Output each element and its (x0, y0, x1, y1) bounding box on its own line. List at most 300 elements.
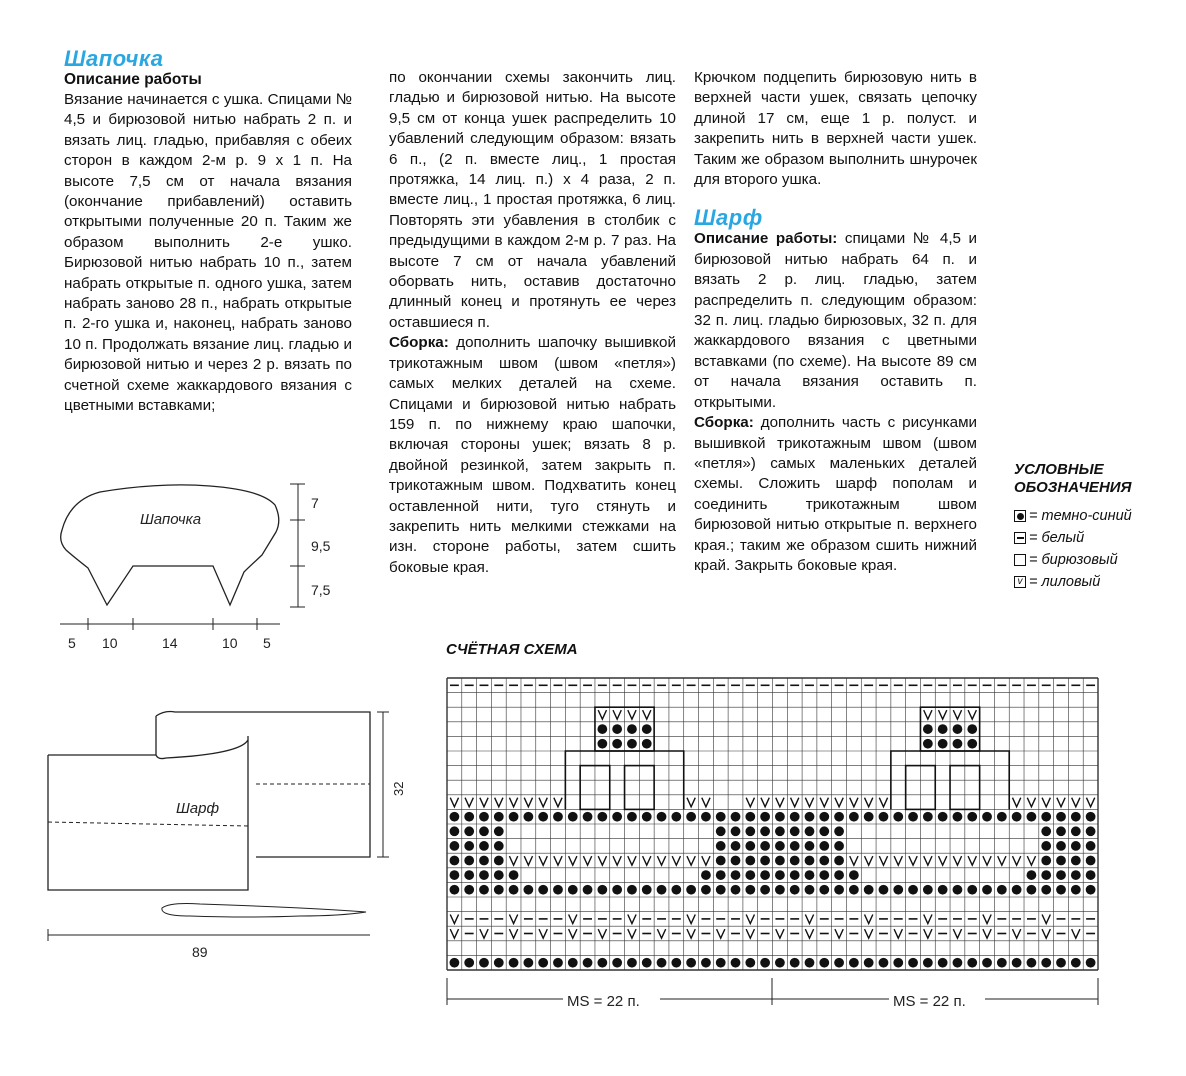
chart-dot (1041, 885, 1051, 895)
chart-dot (464, 870, 474, 880)
chart-dot (731, 856, 741, 866)
chart-dot (597, 739, 607, 749)
chart-dot (1071, 826, 1081, 836)
legend-label: = бирюзовый (1029, 552, 1118, 568)
scarf-length: 89 (192, 944, 208, 960)
chart-dot (1012, 812, 1022, 822)
legend-label: = лиловый (1029, 574, 1101, 590)
chart-dot (1027, 885, 1037, 895)
chart-dot (538, 958, 548, 968)
chart-dot (523, 958, 533, 968)
chart-dot (834, 812, 844, 822)
chart-dot (760, 885, 770, 895)
chart-v (983, 856, 991, 865)
chart-v (569, 915, 577, 924)
chart-v (524, 798, 532, 807)
chart-v (1012, 798, 1020, 807)
chart-v (998, 856, 1006, 865)
chart-v (613, 856, 621, 865)
chart-dot (864, 812, 874, 822)
chart-dot (790, 841, 800, 851)
chart-dot (834, 826, 844, 836)
chart-dot (464, 841, 474, 851)
chart-dot (494, 812, 504, 822)
chart-dot (834, 958, 844, 968)
scarf-description (694, 229, 977, 413)
chart-v (805, 915, 813, 924)
chart-dot (967, 739, 977, 749)
chart-dot (671, 812, 681, 822)
chart-dot (686, 812, 696, 822)
chart-dot (642, 958, 652, 968)
chart-dot (938, 958, 948, 968)
chart-dot (834, 885, 844, 895)
chart-v (613, 710, 621, 719)
chart-dot (657, 958, 667, 968)
chart-dot (819, 870, 829, 880)
counting-chart (440, 670, 1100, 1050)
chart-v (1012, 856, 1020, 865)
chart-dot (790, 826, 800, 836)
chart-dot (790, 812, 800, 822)
repeat-label-1: MS = 22 п. (567, 993, 640, 1010)
chart-dot (1041, 856, 1051, 866)
scarf-fold (156, 716, 248, 759)
chart-dot (597, 724, 607, 734)
chart-v (924, 710, 932, 719)
chart-dot (849, 812, 859, 822)
chart-v (569, 856, 577, 865)
chart-dot (790, 870, 800, 880)
chart-v (1086, 798, 1094, 807)
chart-v (924, 929, 932, 938)
chart-dot (583, 958, 593, 968)
chart-dot (494, 885, 504, 895)
chart-dot (819, 812, 829, 822)
chart-dot (745, 812, 755, 822)
chart-dot (627, 812, 637, 822)
chart-dot (671, 885, 681, 895)
chart-dot (790, 856, 800, 866)
hat-outline (61, 485, 279, 605)
chart-dot (953, 812, 963, 822)
chart-dot (553, 812, 563, 822)
chart-dot (760, 958, 770, 968)
legend-title (1014, 461, 1132, 497)
chart-dot (1056, 841, 1066, 851)
chart-dot (494, 826, 504, 836)
chart-dot (775, 856, 785, 866)
chart-dot (612, 958, 622, 968)
legend-item-navy (1014, 505, 1132, 527)
chart-dot (716, 885, 726, 895)
chart-dot (509, 812, 519, 822)
chart-dot (509, 885, 519, 895)
chart-dot (1071, 885, 1081, 895)
chart-dot (479, 812, 489, 822)
chart-v (687, 929, 695, 938)
chart-v (465, 798, 473, 807)
chart-dot (642, 885, 652, 895)
chart-dot (1041, 870, 1051, 880)
chart-v (865, 798, 873, 807)
chart-v (1042, 915, 1050, 924)
chart-dot (997, 885, 1007, 895)
chart-v (569, 929, 577, 938)
chart-dot (731, 841, 741, 851)
chart-v (865, 856, 873, 865)
chart-dot (1071, 812, 1081, 822)
chart-dot (908, 812, 918, 822)
chart-dot (819, 826, 829, 836)
chart-v (509, 929, 517, 938)
chart-dot (745, 958, 755, 968)
chart-v (628, 856, 636, 865)
chart-v (1012, 929, 1020, 938)
hat-height-1: 7 (311, 495, 319, 511)
chart-dot (967, 724, 977, 734)
chart-dot (1041, 826, 1051, 836)
chart-v (450, 929, 458, 938)
chart-dot (1071, 856, 1081, 866)
chart-dot (790, 885, 800, 895)
chart-v (776, 798, 784, 807)
chart-v (687, 798, 695, 807)
chart-v (835, 929, 843, 938)
chart-v (894, 929, 902, 938)
chart-dot (819, 885, 829, 895)
chart-dot (450, 856, 460, 866)
chart-dot (494, 856, 504, 866)
chart-dot (568, 812, 578, 822)
chart-dot (1056, 856, 1066, 866)
hat-width-2: 10 (102, 635, 118, 651)
chart-dot (612, 812, 622, 822)
chart-dot (583, 885, 593, 895)
chart-dot (731, 870, 741, 880)
chart-dot (938, 885, 948, 895)
legend-label: = темно-синий (1029, 508, 1132, 524)
chart-dot (908, 958, 918, 968)
chart-dot (790, 958, 800, 968)
chart-dot (464, 812, 474, 822)
hat-height-2: 9,5 (311, 538, 331, 554)
chart-dot (686, 885, 696, 895)
scarf-assembly-label: Сборка: (694, 414, 754, 432)
chart-v (1072, 798, 1080, 807)
chart-dot (450, 826, 460, 836)
chart-dot (523, 812, 533, 822)
column-3 (694, 68, 977, 576)
chart-v (539, 798, 547, 807)
chart-dot (893, 812, 903, 822)
chart-v (554, 856, 562, 865)
hat-assembly-label: Сборка: (389, 334, 449, 352)
chart-dot (642, 812, 652, 822)
chart-dot (701, 958, 711, 968)
chart-v (628, 915, 636, 924)
chart-dot (464, 958, 474, 968)
chart-dot (834, 856, 844, 866)
chart-v (968, 856, 976, 865)
scarf-diagram-label: Шарф (176, 800, 220, 817)
hat-diagram (0, 470, 360, 670)
chart-v (968, 710, 976, 719)
chart-v (1027, 798, 1035, 807)
chart-v (924, 915, 932, 924)
chart-v (953, 929, 961, 938)
chart-dot (834, 870, 844, 880)
chart-dot (879, 812, 889, 822)
chart-dot (494, 958, 504, 968)
chart-v (450, 798, 458, 807)
chart-v (1072, 929, 1080, 938)
legend-label: = белый (1029, 530, 1085, 546)
dot-symbol-icon (1014, 510, 1026, 522)
chart-dot (553, 958, 563, 968)
hat-text-col2: по окончании схемы закончить лиц. гладью и бирюзовой нитью. На высоте 9,5 см от конца ушек распределить 10 убавлений следующим образом: вязать 6 п., (2 п. вместе лиц., 1 простая протяжка, 14 лиц. п.) x 4 раза, 2 п. вместе лиц., 1 простая протяжка, 6 лиц. Повторять эти убавления в столбик с предыдущими в каждом 2-м р. 7 раз. На высоте 7 см от начала убавлений оборвать нить, оставив достаточно длинный конец и протянуть ее через оставшиеся п. (389, 69, 676, 331)
hat-width-1: 5 (68, 635, 76, 651)
hat-width-4: 10 (222, 635, 238, 651)
chart-dot (568, 885, 578, 895)
chart-dot (953, 885, 963, 895)
chart-dot (997, 958, 1007, 968)
chart-dot (642, 739, 652, 749)
chart-v (865, 929, 873, 938)
chart-dot (967, 958, 977, 968)
scarf-assembly-text: дополнить часть с рисунками вышивкой трикотажным швом (швом «петля») самых маленьких деталей схемы. Сложить шарф пополам и соединить трикотажным швом бирюзовой нитью открытые п. верхнего края.; таким же образом сшить нижний край. Закрыть боковые края. (694, 414, 977, 574)
chart-dot (967, 885, 977, 895)
chart-v (509, 915, 517, 924)
chart-v (480, 798, 488, 807)
chart-v (672, 856, 680, 865)
chart-v (791, 798, 799, 807)
chart-v (643, 710, 651, 719)
chart-dot (760, 826, 770, 836)
chart-dot (953, 724, 963, 734)
chart-dot (760, 841, 770, 851)
chart-v (628, 710, 636, 719)
hat-title: Шапочка (64, 46, 164, 71)
chart-dot (745, 856, 755, 866)
chart-dot (1027, 958, 1037, 968)
chart-dot (805, 826, 815, 836)
chart-dot (923, 739, 933, 749)
legend-title-line1: УСЛОВНЫЕ (1014, 461, 1104, 478)
chart-dot (627, 724, 637, 734)
chart-v (450, 915, 458, 924)
chart-dot (938, 724, 948, 734)
chart-dot (701, 870, 711, 880)
chart-dot (997, 812, 1007, 822)
chart-dot (849, 870, 859, 880)
legend-item-white (1014, 527, 1132, 549)
chart-dot (1086, 841, 1096, 851)
chart-dot (953, 958, 963, 968)
chart-v (598, 929, 606, 938)
chart-dot (893, 885, 903, 895)
chart-dot (716, 870, 726, 880)
chart-v (524, 856, 532, 865)
scarf-title: Шарф (694, 205, 763, 231)
chart-v (953, 710, 961, 719)
chart-v (776, 929, 784, 938)
chart-dot (716, 958, 726, 968)
chart-dot (938, 812, 948, 822)
chart-dot (834, 841, 844, 851)
chart-v (879, 856, 887, 865)
chart-dot (479, 885, 489, 895)
chart-v (761, 798, 769, 807)
chart-dot (583, 812, 593, 822)
chart-dot (849, 885, 859, 895)
chart-dot (479, 958, 489, 968)
chart-v (746, 798, 754, 807)
chart-dot (701, 812, 711, 822)
chart-dot (923, 724, 933, 734)
chart-dot (523, 885, 533, 895)
scarf-fringe (162, 904, 366, 918)
chart-dot (1086, 870, 1096, 880)
chart-dot (479, 856, 489, 866)
chart-v (657, 856, 665, 865)
chart-dot (760, 870, 770, 880)
chart-dot (657, 885, 667, 895)
chart-dot (627, 739, 637, 749)
hat-subtitle: Описание работы (64, 71, 202, 88)
chart-v (657, 929, 665, 938)
chart-dot (627, 958, 637, 968)
column-2 (389, 68, 676, 578)
chart-v (894, 856, 902, 865)
chart-dot (805, 841, 815, 851)
chart-dot (864, 885, 874, 895)
chart-v (953, 856, 961, 865)
chart-v (924, 856, 932, 865)
legend-title-line2: ОБОЗНАЧЕНИЯ (1014, 479, 1132, 496)
chart-dot (553, 885, 563, 895)
chart-dot (1086, 812, 1096, 822)
chart-dot (982, 812, 992, 822)
chart-title: СЧЁТНАЯ СХЕМА (446, 641, 578, 658)
chart-v (850, 856, 858, 865)
chart-dot (597, 812, 607, 822)
chart-dot (1086, 958, 1096, 968)
chart-dot (879, 958, 889, 968)
chart-dot (538, 885, 548, 895)
chart-dot (450, 841, 460, 851)
chart-dot (597, 958, 607, 968)
chart-dot (509, 958, 519, 968)
chart-dot (568, 958, 578, 968)
chart-v (598, 710, 606, 719)
chart-dot (716, 812, 726, 822)
chart-dot (1056, 826, 1066, 836)
chart-v (909, 856, 917, 865)
chart-dot (864, 958, 874, 968)
chart-v (643, 856, 651, 865)
chart-dot (479, 841, 489, 851)
chart-dot (642, 724, 652, 734)
chart-dot (967, 812, 977, 822)
chart-dot (893, 958, 903, 968)
chart-dot (538, 812, 548, 822)
chart-dot (745, 870, 755, 880)
chart-v (628, 929, 636, 938)
scarf-desc-text: спицами № 4,5 и бирюзовой нитью набрать 64 п. и вязать 2 р. лиц. гладью, затем распределить п. следующим образом: 32 п. лиц. гладью бирюзовых, 32 п. для жаккардового вязания с цветными вставками (по схеме). На высоте 89 см от начала вязания оставить п. открытыми. (694, 230, 978, 411)
hat-diagram-label: Шапочка (140, 511, 202, 528)
chart-v (509, 798, 517, 807)
chart-dot (775, 841, 785, 851)
chart-v (598, 856, 606, 865)
chart-dot (775, 885, 785, 895)
chart-dot (805, 958, 815, 968)
chart-dot (805, 856, 815, 866)
hat-assembly (389, 333, 676, 578)
chart-dot (450, 870, 460, 880)
chart-dot (627, 885, 637, 895)
legend (1014, 461, 1132, 593)
chart-dot (760, 812, 770, 822)
chart-dot (464, 826, 474, 836)
chart-v (939, 710, 947, 719)
chart-v (805, 929, 813, 938)
chart-dot (760, 856, 770, 866)
chart-dot (464, 856, 474, 866)
chart-dot (923, 958, 933, 968)
chart-dot (450, 885, 460, 895)
chart-dot (1086, 885, 1096, 895)
chart-dot (464, 885, 474, 895)
chart-dot (819, 958, 829, 968)
chart-dot (1056, 958, 1066, 968)
chart-dot (745, 885, 755, 895)
chart-dot (612, 885, 622, 895)
chart-v (583, 856, 591, 865)
chart-dot (819, 841, 829, 851)
chart-v (983, 929, 991, 938)
legend-item-turquoise (1014, 549, 1132, 571)
chart-dot (701, 885, 711, 895)
chart-dot (805, 870, 815, 880)
hat-width-5: 5 (263, 635, 271, 651)
chart-dot (775, 958, 785, 968)
chart-v (879, 798, 887, 807)
legend-item-lilac (1014, 571, 1132, 593)
chart-v (509, 856, 517, 865)
chart-dot (716, 856, 726, 866)
chart-dot (1071, 958, 1081, 968)
chart-dot (494, 870, 504, 880)
chart-dot (494, 841, 504, 851)
chart-dot (879, 885, 889, 895)
chart-dot (1027, 870, 1037, 880)
chart-dot (775, 826, 785, 836)
chart-dot (982, 885, 992, 895)
chart-dot (716, 826, 726, 836)
chart-v (687, 856, 695, 865)
chart-dot (938, 739, 948, 749)
chart-dot (1012, 885, 1022, 895)
v-symbol-icon: v (1014, 576, 1026, 588)
chart-dot (1071, 841, 1081, 851)
scarf-desc-label: Описание работы: (694, 230, 838, 248)
chart-dot (1056, 885, 1066, 895)
chart-dot (805, 812, 815, 822)
chart-dot (479, 826, 489, 836)
scarf-diagram (0, 690, 420, 970)
chart-v (983, 915, 991, 924)
